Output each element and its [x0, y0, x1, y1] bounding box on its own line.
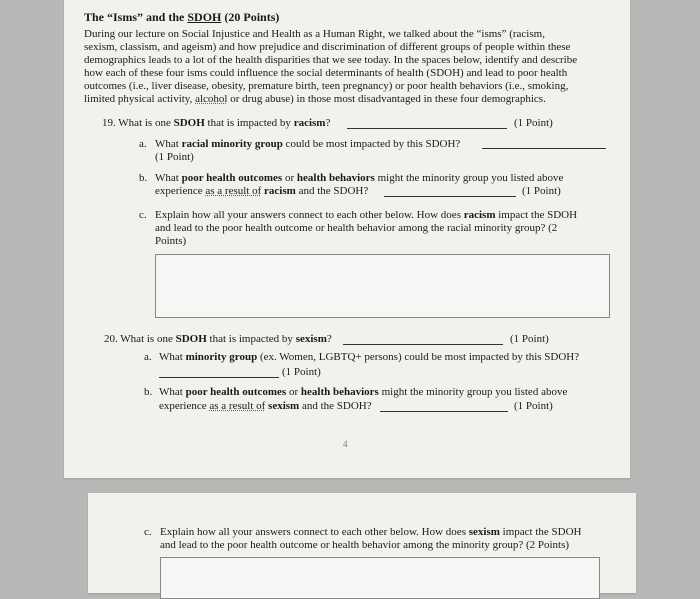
q20c-letter: c.	[144, 526, 152, 538]
q19c-text-line3: Points)	[155, 235, 187, 247]
q19b-text-line2: experience as a result of racism and the SDOH?	[155, 185, 369, 197]
page-number: 4	[343, 439, 348, 449]
intro-line-6: limited physical activity, alcohol or drug abuse) in those most disadvantaged in these four demographics.	[84, 93, 546, 105]
q20a-text: What minority group (ex. Women, LGBTQ+ persons) could be most impacted by this SDOH?	[159, 351, 580, 363]
q19-text: 19. What is one SDOH that is impacted by racism?	[102, 117, 331, 129]
q19c-text-line2: and lead to the poor health outcome or health behavior among the racial minority group? (2	[155, 222, 558, 234]
q20b-answer-line[interactable]	[380, 411, 508, 412]
intro-line-5: outcomes (i.e., liver disease, obesity, premature birth, teen pregnancy) or poor health behaviors (i.e., smoking,	[84, 80, 569, 92]
q20a-points: (1 Point)	[282, 366, 321, 378]
q20b-letter: b.	[144, 386, 153, 398]
q20-points: (1 Point)	[510, 333, 549, 345]
q20-answer-line[interactable]	[343, 344, 503, 345]
q19a-text: What racial minority group could be most impacted by this SDOH?	[155, 138, 461, 150]
section-title: The “Isms” and the SDOH (20 Points)	[84, 10, 280, 24]
q20a-letter: a.	[144, 351, 152, 363]
intro-line-2: sexism, classism, and ageism) and how prejudice and discrimination of different groups of people within these	[84, 41, 571, 53]
q20a-answer-line[interactable]	[159, 377, 279, 378]
q20b-text-line2: experience as a result of sexism and the SDOH?	[159, 400, 372, 412]
q19-points: (1 Point)	[514, 117, 553, 129]
q19b-letter: b.	[139, 172, 148, 184]
q20b-text: What poor health outcomes or health behaviors might the minority group you listed above	[159, 386, 568, 398]
q20c-answer-box[interactable]	[160, 557, 600, 599]
worksheet-page	[64, 0, 630, 478]
q20-text: 20. What is one SDOH that is impacted by sexism?	[104, 333, 332, 345]
q19c-text: Explain how all your answers connect to each other below. How does racism impact the SDOH	[155, 209, 578, 221]
q19b-text: What poor health outcomes or health behaviors might the minority group you listed above	[155, 172, 564, 184]
intro-line-4: how each of these four isms could influence the social determinants of health (SDOH) and lead to poor health	[84, 67, 568, 79]
q19c-letter: c.	[139, 209, 147, 221]
q19b-points: (1 Point)	[522, 185, 561, 197]
q19-answer-line[interactable]	[347, 128, 507, 129]
q20b-points: (1 Point)	[514, 400, 553, 412]
q20c-text: Explain how all your answers connect to each other below. How does sexism impact the SDOH	[160, 526, 582, 538]
intro-line-3: demographics leads to a lot of the health disparities that we see today. In the spaces below, identify and describe	[84, 54, 578, 66]
q19c-answer-box[interactable]	[155, 254, 610, 318]
q19a-letter: a.	[139, 138, 147, 150]
q19a-points: (1 Point)	[155, 151, 194, 163]
worksheet-page-continued	[88, 493, 636, 593]
q20c-text-line2: and lead to the poor health outcome or health behavior among the minority group? (2 Points)	[160, 539, 570, 551]
q19b-answer-line[interactable]	[384, 196, 516, 197]
intro-line-1: During our lecture on Social Injustice and Health as a Human Right, we talked about the “isms” (racism,	[84, 28, 545, 40]
q19a-answer-line[interactable]	[482, 148, 606, 149]
